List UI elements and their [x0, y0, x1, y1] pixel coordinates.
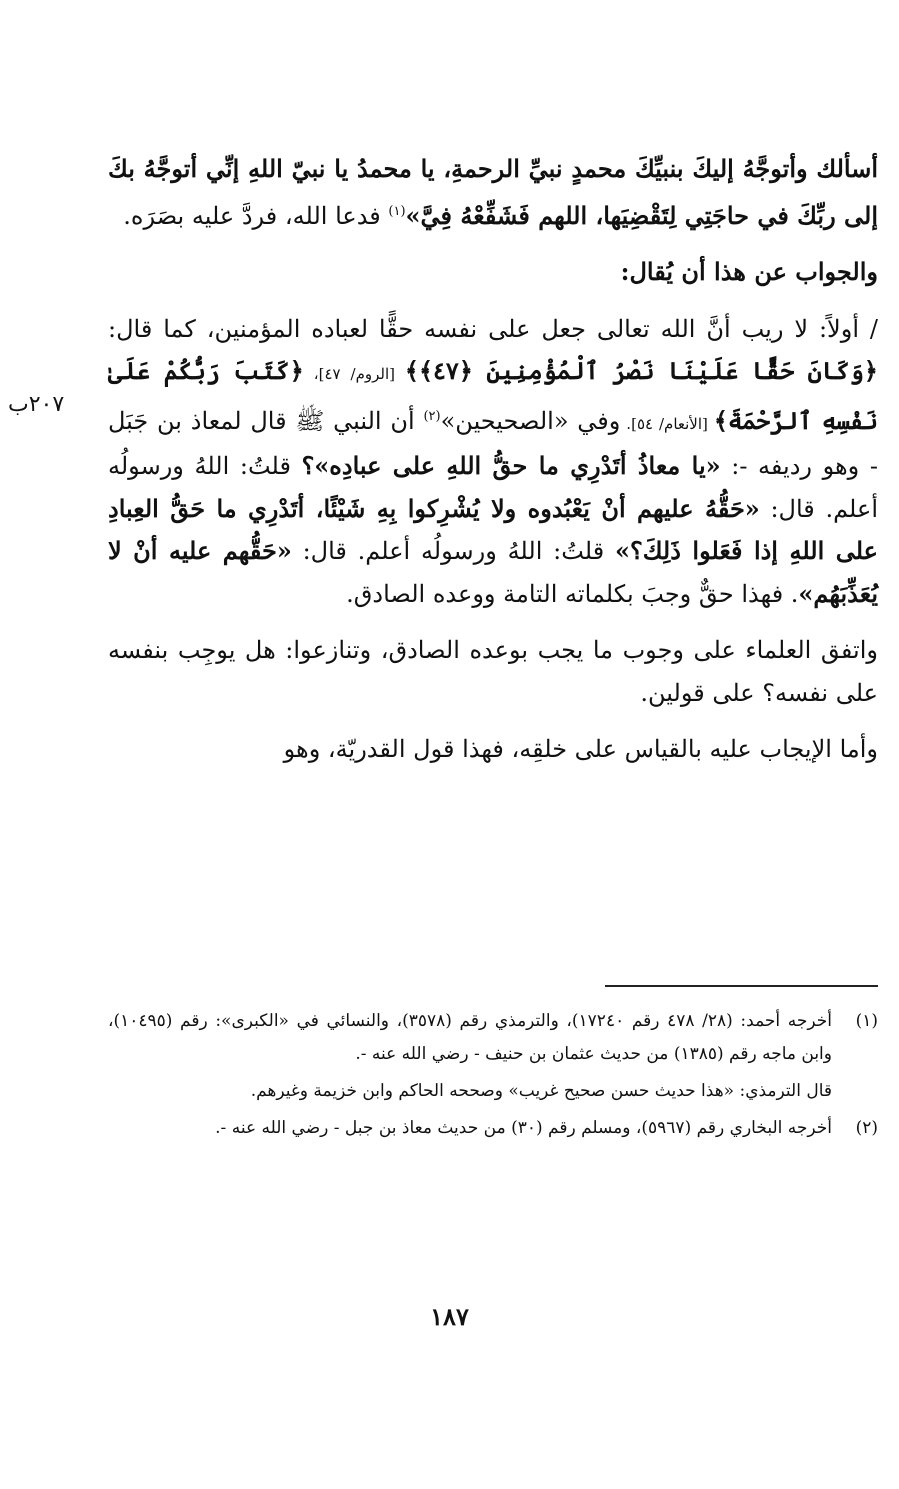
hadith-quote-2: «حَقُّهُ عليهم أنْ يَعْبُدوه ولا يُشْرِكوا بِهِ شَيْئًا، أتَدْرِي ما حَقُّ العِبادِ على اللهِ إذا فَعَلوا ذَلِكَ؟» [108, 493, 878, 565]
footnote-1 [108, 1005, 878, 1071]
footnote-ref-2: (٢) [423, 408, 441, 424]
quran-quote-2: ﴿كَتَبَ رَبُّكُمْ عَلَىٰ نَفْسِهِ ٱلرَّحْمَةَ﴾ [108, 356, 879, 435]
quran-ref-1: [الروم/ ٤٧]، [303, 365, 405, 383]
paragraph-3-source: وفي «الصحيحين» [440, 406, 621, 435]
quran-ref-2: [الأنعام/ ٥٤]. [620, 414, 714, 433]
hadith-quote-3: «حَقُّهم عليه أنْ لا يُعَذِّبَهُم» [108, 536, 878, 608]
footnotes [108, 1005, 878, 1149]
paragraph-1-text: أسألك وأتوجَّهُ إليكَ بنبيِّكَ محمدٍ نبيِّ الرحمةِ، يا محمدُ يا نبيّ اللهِ إنِّي أتوجَّهُ بكَ إلى ربِّكَ في حاجَتِي لِتَقْضِيَها، اللهم فَشَفِّعْهُ فِيَّ» [108, 154, 878, 230]
paragraph-1 [108, 148, 878, 237]
paragraph-2: والجواب عن هذا أن يُقال: [620, 257, 878, 286]
paragraph-3-conclusion: . فهذا حقٌّ وجبَ بكلماته التامة ووعده الصادق. [346, 579, 799, 608]
footnote-1-text: أخرجه أحمد: (٢٨/ ٤٧٨ رقم ١٧٢٤٠)، والترمذي رقم (٣٥٧٨)، والنسائي في «الكبرى»: رقم (١٠٤٩٥)، وابن ماجه رقم (١٣٨٥) من حديث عثمان بن حنيف - رضي الله عنه -. [108, 1011, 832, 1064]
paragraph-3-intro: / أولاً: لا ريب أنَّ الله تعالى جعل على نفسه حقًّا لعباده المؤمنين، كما قال: [108, 314, 878, 343]
paragraph-5: وأما الإيجاب عليه بالقياس على خلقِه، فهذا قول القدريّة، وهو [283, 735, 878, 763]
footnote-ref-1: (١) [388, 203, 406, 219]
footnote-1-number: (١) [855, 1011, 878, 1031]
paragraph-3 [108, 308, 878, 616]
footnote-2 [108, 1112, 878, 1145]
paragraph-3-narration: أن النبي ﷺ قال لمعاذ بن جَبَل - وهو رديفه -: [108, 406, 878, 480]
page-number: ١٨٧ [430, 1302, 469, 1331]
hadith-quote-1: «يا معاذُ أتَدْرِي ما حقُّ اللهِ على عبادِه»؟ [301, 451, 721, 480]
footnote-separator [605, 985, 878, 987]
paragraph-4: واتفق العلماء على وجوب ما يجب بوعده الصادق، وتنازعوا: هل يوجِب بنفسه على نفسه؟ على قولين. [108, 636, 878, 707]
footnote-2-text: أخرجه البخاري رقم (٥٩٦٧)، ومسلم رقم (٣٠) من حديث معاذ بن جبل - رضي الله عنه -. [215, 1118, 832, 1138]
quran-quote-1: ﴿وَكَانَ حَقًّا عَلَيْنَا نَصْرُ ٱلْمُؤْمِنِينَ ﴿٤٧﴾﴾ [404, 356, 878, 385]
paragraph-3-reply-2: قلتُ: اللهُ ورسولُه أعلم. قال: [291, 537, 615, 565]
main-text [108, 148, 878, 771]
footnote-1-continuation: قال الترمذي: «هذا حديث حسن صحيح غريب» وصححه الحاكم وابن خزيمة وغيرهم. [250, 1081, 832, 1101]
footnote-2-number: (٢) [855, 1118, 878, 1138]
paragraph-1-tail: فدعا الله، فردَّ عليه بصَرَه. [123, 201, 389, 230]
paragraph-3-reply-1: قلتُ: اللهُ ورسولُه أعلم. قال: [108, 452, 878, 523]
manuscript-folio-note: ٢٠٧ب [8, 392, 65, 417]
